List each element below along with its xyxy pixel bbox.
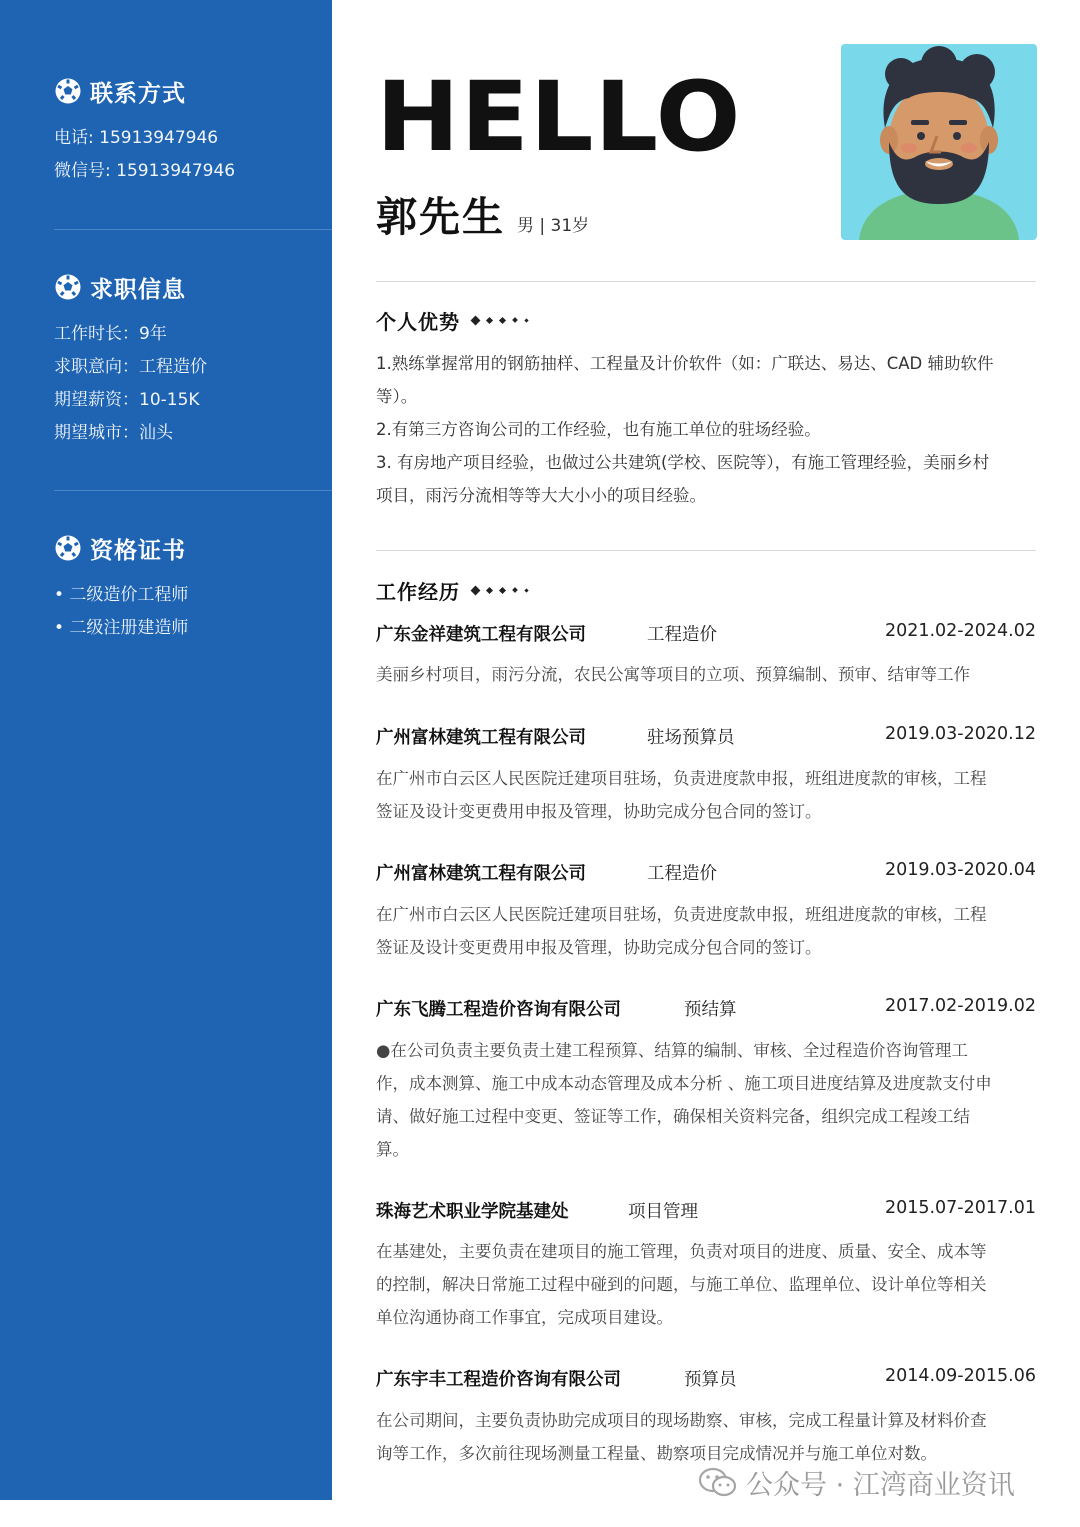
- sidebar: [0, 0, 332, 1500]
- job-description: [376, 658, 1036, 691]
- job-company: 珠海艺术职业学院基建处: [376, 1202, 569, 1222]
- certificates-title: 资格证书: [90, 537, 186, 564]
- job-desc-line: 算。: [376, 1140, 409, 1159]
- cert-item: • 二级造价工程师: [54, 585, 189, 605]
- phone-line: 电话: 15913947946: [54, 128, 219, 148]
- job-header: [376, 1366, 1036, 1396]
- job-description: [376, 898, 1036, 964]
- job-desc-line: 请、做好施工过程中变更、签证等工作，确保相关资料完备，组织完成工程竣工结: [376, 1107, 970, 1126]
- strength-line: 2.有第三方咨询公司的工作经验，也有施工单位的驻场经验。: [376, 420, 821, 439]
- hello-heading: HELLO: [376, 61, 742, 173]
- certificates-section: [54, 531, 332, 645]
- job-desc-line: 在公司期间，主要负责协助完成项目的现场勘察、审核，完成工程量计算及材料价查: [376, 1411, 987, 1430]
- job-header: [376, 1198, 1036, 1228]
- cert-item: • 二级注册建造师: [54, 618, 189, 638]
- person-name: 郭先生: [376, 193, 505, 241]
- wechat-icon: [698, 1467, 738, 1499]
- job-target: 求职意向：工程造价: [54, 357, 207, 377]
- section-divider: [376, 281, 1036, 282]
- expected-city: 期望城市：汕头: [54, 423, 173, 443]
- job-date: 2014.09-2015.06: [884, 1366, 1036, 1386]
- job-desc-line: 签证及设计变更费用申报及管理，协助完成分包合同的签订。: [376, 802, 822, 821]
- avatar-illustration: [841, 44, 1037, 240]
- experience-title: 工作经历: [376, 579, 460, 604]
- job-desc-line: 在基建处，主要负责在建项目的施工管理，负责对项目的进度、质量、安全、成本等: [376, 1242, 987, 1261]
- job-date: 2017.02-2019.02: [884, 996, 1036, 1016]
- strength-line: 1.熟练掌握常用的钢筋抽样、工程量及计价软件（如：广联达、易达、CAD 辅助软件: [376, 354, 994, 373]
- job-role: 工程造价: [647, 864, 717, 884]
- strength-line: 项目，雨污分流相等等大大小小的项目经验。: [376, 486, 706, 505]
- job-company: 广州富林建筑工程有限公司: [376, 728, 586, 748]
- job-role: 项目管理: [628, 1202, 698, 1222]
- contact-section: [54, 74, 332, 188]
- job-date: 2015.07-2017.01: [884, 1198, 1036, 1218]
- contact-title: 联系方式: [90, 80, 186, 107]
- job-desc-line: 单位沟通协商工作事宜，完成项目建设。: [376, 1308, 673, 1327]
- job-date: 2021.02-2024.02: [884, 621, 1036, 641]
- job-intent-title: 求职信息: [90, 276, 186, 303]
- strength-line: 3. 有房地产项目经验，也做过公共建筑(学校、医院等），有施工管理经验，美丽乡村: [376, 453, 990, 472]
- strength-line: 等）。: [376, 387, 418, 406]
- person-meta: 男 | 31岁: [517, 216, 590, 236]
- avatar: [841, 44, 1037, 240]
- job-role: 预算员: [684, 1370, 737, 1390]
- decorative-dots: [472, 317, 528, 324]
- job-desc-line: 作，成本测算、施工中成本动态管理及成本分析 、施工项目进度结算及进度款支付申: [376, 1074, 992, 1093]
- soccer-ball-icon: [54, 77, 82, 105]
- job-header: [376, 860, 1036, 890]
- wechat-line: 微信号: 15913947946: [54, 161, 236, 181]
- job-date: 2019.03-2020.04: [884, 860, 1036, 880]
- job-desc-line: 的控制，解决日常施工过程中碰到的问题，与施工单位、监理单位、设计单位等相关: [376, 1275, 987, 1294]
- job-description: [376, 1404, 1036, 1470]
- job-role: 工程造价: [647, 625, 717, 645]
- experience-heading: [376, 575, 528, 605]
- sidebar-divider: [54, 490, 332, 491]
- expected-salary: 期望薪资：10-15K: [54, 390, 200, 410]
- job-desc-line: 询等工作，多次前往现场测量工程量、勘察项目完成情况并与施工单位对数。: [376, 1444, 937, 1463]
- job-company: 广东宇丰工程造价咨询有限公司: [376, 1370, 621, 1390]
- job-header: [376, 621, 1036, 651]
- watermark-text: 公众号 · 江湾商业资讯: [746, 1470, 1015, 1501]
- work-years: 工作时长：9年: [54, 324, 167, 344]
- strengths-title: 个人优势: [376, 309, 460, 334]
- job-company: 广东飞腾工程造价咨询有限公司: [376, 1000, 621, 1020]
- job-description: [376, 762, 1036, 828]
- section-divider: [376, 550, 1036, 551]
- job-header: [376, 724, 1036, 754]
- decorative-dots: [472, 587, 528, 594]
- job-header: [376, 996, 1036, 1026]
- job-description: [376, 1235, 1036, 1334]
- job-role: 驻场预算员: [647, 728, 735, 748]
- watermark: [698, 1463, 1015, 1502]
- job-date: 2019.03-2020.12: [884, 724, 1036, 744]
- job-desc-line: 签证及设计变更费用申报及管理，协助完成分包合同的签订。: [376, 938, 822, 957]
- job-desc-line: 在广州市白云区人民医院迁建项目驻场，负责进度款申报，班组进度款的审核，工程: [376, 905, 987, 924]
- job-desc-line: 美丽乡村项目，雨污分流，农民公寓等项目的立项、预算编制、预审、结审等工作: [376, 665, 970, 684]
- job-intent-section: [54, 270, 332, 450]
- job-company: 广州富林建筑工程有限公司: [376, 864, 586, 884]
- strengths-heading: [376, 305, 528, 335]
- job-desc-line: 在广州市白云区人民医院迁建项目驻场，负责进度款申报，班组进度款的审核，工程: [376, 769, 987, 788]
- soccer-ball-icon: [54, 534, 82, 562]
- strengths-text: [376, 347, 1036, 512]
- sidebar-divider: [54, 229, 332, 230]
- job-role: 预结算: [684, 1000, 737, 1020]
- job-desc-line: ●在公司负责主要负责土建工程预算、结算的编制、审核、全过程造价咨询管理工: [376, 1041, 968, 1060]
- job-description: [376, 1034, 1036, 1166]
- name-row: [376, 184, 589, 243]
- job-company: 广东金祥建筑工程有限公司: [376, 625, 586, 645]
- soccer-ball-icon: [54, 273, 82, 301]
